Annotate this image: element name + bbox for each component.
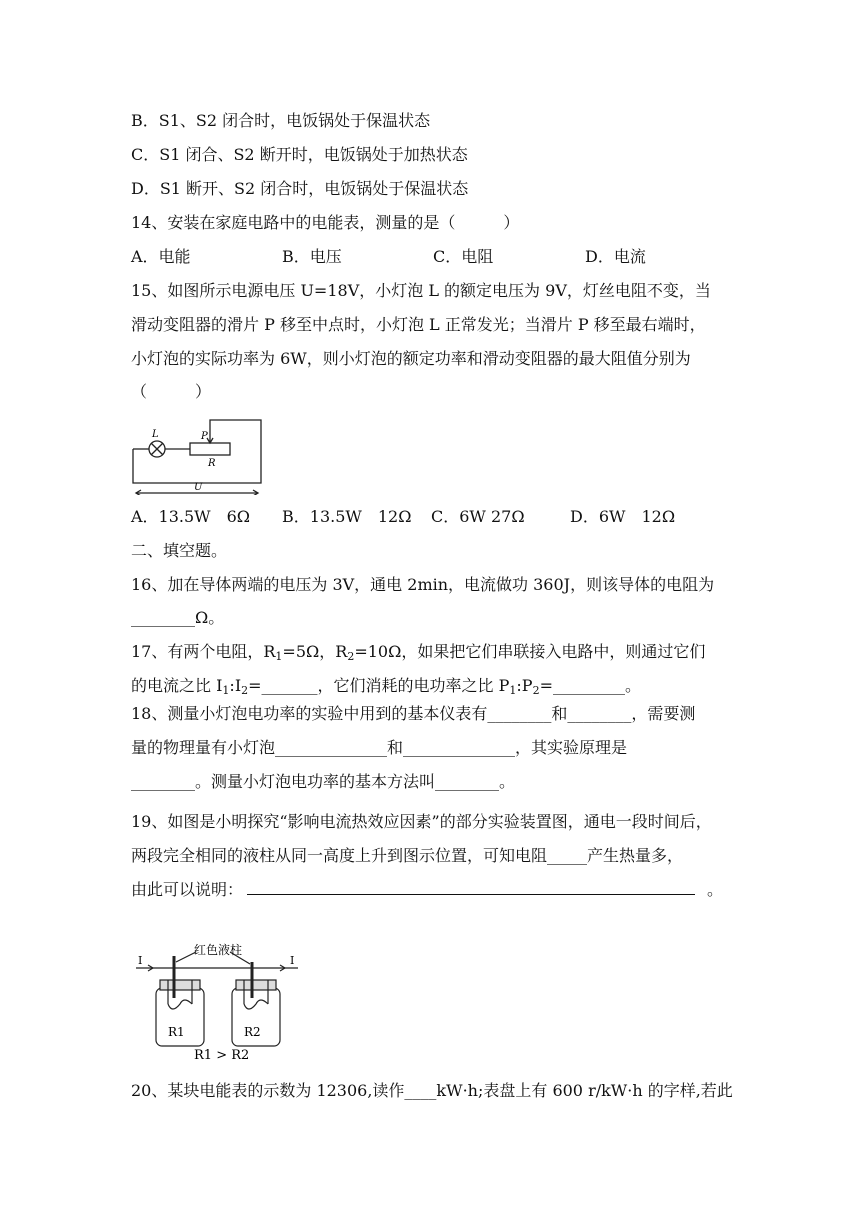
q18-line-2: 量的物理量有小灯泡______________和______________，其实验原理是: [131, 738, 628, 757]
r2-label: R2: [244, 1025, 261, 1039]
q15-line-1: 15、如图所示电源电压 U=18V，小灯泡 L 的额定电压为 9V，灯丝电阻不变，当: [131, 281, 711, 300]
q19-line-2: 两段完全相同的液柱从同一高度上升到图示位置，可知电阻_____产生热量多，: [131, 846, 684, 865]
q15-option-d: D．6W 12Ω: [570, 507, 676, 526]
q15-option-b: B．13.5W 12Ω: [282, 507, 412, 526]
q13-option-b: B．S1、S2 闭合时，电饭锅处于保温状态: [131, 111, 431, 130]
resistance-relation: R1 > R2: [194, 1048, 250, 1062]
resistor-label: R: [208, 458, 216, 469]
q16-line-1: 16、加在导体两端的电压为 3V，通电 2min，电流做功 360J，则该导体的电阻为: [131, 575, 715, 594]
q19-answer-blank[interactable]: [247, 880, 695, 895]
figure-title: 红色液柱: [194, 943, 243, 957]
q13-option-c: C．S1 闭合、S2 断开时，电饭锅处于加热状态: [131, 145, 468, 164]
q19-line-1: 19、如图是小明探究“影响电流热效应因素”的部分实验装置图，通电一段时间后，: [131, 812, 712, 831]
q20-line-1: 20、某块电能表的示数为 12306,读作____kW·h;表盘上有 600 r/kW·h 的字样,若此: [131, 1081, 733, 1100]
q14-option-d: D．电流: [585, 247, 646, 266]
r1-label: R1: [168, 1025, 185, 1039]
q14-option-c: C．电阻: [433, 247, 494, 266]
current-label-right: I: [290, 954, 295, 967]
section-heading: 二、填空题。: [131, 541, 228, 560]
q17-line-1: 17、有两个电阻，$R_1=5\Omega$，$R_2=10\Omega$，如果把它们串联接入电路中，则通过它们: [131, 642, 706, 663]
q15-option-c: C．6W 27Ω: [431, 507, 525, 526]
q16-line-2: ________Ω。: [131, 608, 225, 627]
q15-line-3: 小灯泡的实际功率为 6W，则小灯泡的额定功率和滑动变阻器的最大阻值分别为: [131, 349, 691, 368]
q15-line-2: 滑动变阻器的滑片 P 移至中点时，小灯泡 L 正常发光；当滑片 P 移至最右端时，: [131, 315, 706, 334]
q15-option-a: A．13.5W 6Ω: [131, 507, 251, 526]
q18-line-3: ________。测量小灯泡电功率的基本方法叫________。: [131, 772, 516, 791]
q14-option-a: A．电能: [131, 247, 191, 266]
lamp-label: L: [152, 429, 159, 440]
q19-heating-apparatus-figure: [134, 938, 304, 1062]
q14-stem: 14、安装在家庭电路中的电能表，测量的是（ ）: [131, 213, 520, 232]
voltage-label: U: [194, 482, 203, 493]
q18-line-1: 18、测量小灯泡电功率的实验中用到的基本仪表有________和________，需要测: [131, 704, 696, 723]
q17-line-2: 的电流之比 $I_1:I_2=\_\_\_\_\_\_\_$，它们消耗的电功率之比 $P_1:P_2=\_\_\_\_\_\_\_\_\_$。: [131, 676, 641, 697]
q14-option-b: B．电压: [282, 247, 342, 266]
q15-circuit-diagram: [128, 415, 268, 495]
current-label-left: I: [138, 954, 143, 967]
q13-option-d: D．S1 断开、S2 闭合时，电饭锅处于保温状态: [131, 179, 469, 198]
q15-line-4: （ ）: [131, 382, 212, 401]
q19-line-3: 由此可以说明： 。: [131, 880, 724, 899]
slider-label: P: [201, 431, 208, 442]
